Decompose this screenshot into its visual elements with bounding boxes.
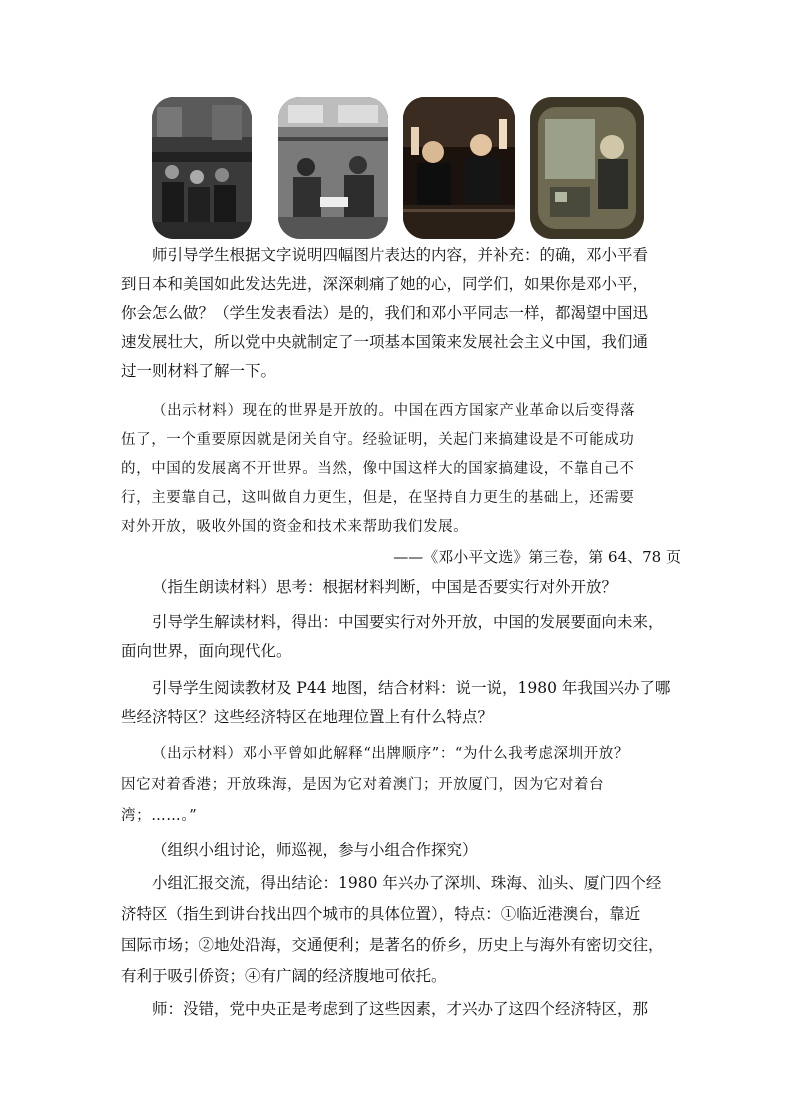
photo-waving-leaders-icon	[403, 97, 515, 239]
photo-train-ride-icon	[278, 97, 388, 239]
photo-factory-tour-icon	[152, 97, 252, 239]
paragraph-line: 师引导学生根据文字说明四幅图片表达的内容，并补充：的确，邓小平看	[152, 246, 649, 264]
quote-line: 行，主要靠自己，这叫做自力更生，但是，在坚持自力更生的基础上，还需要	[121, 490, 635, 506]
paragraph-line: 有利于吸引侨资；④有广阔的经济腹地可依托。	[121, 967, 447, 985]
paragraph-line: （指生朗读材料）思考：根据材料判断，中国是否要实行对外开放？	[152, 578, 618, 596]
quote-line: 伍了，一个重要原因就是闭关自守。经验证明，关起门来搞建设是不可能成功	[121, 432, 635, 448]
quote-line: 对外开放，吸收外国的资金和技术来帮助我们发展。	[121, 519, 469, 535]
paragraph-line: 你会怎么做？（学生发表看法）是的，我们和邓小平同志一样，都渴望中国迅	[121, 304, 649, 322]
paragraph-line: 速发展壮大，所以党中央就制定了一项基本国策来发展社会主义中国，我们通	[121, 333, 649, 351]
paragraph-line: 师：没错，党中央正是考虑到了这些因素，才兴办了这四个经济特区，那	[152, 1000, 649, 1018]
photo-train-ride	[278, 97, 388, 239]
quote-line: （出示材料）现在的世界是开放的。中国在西方国家产业革命以后变得落	[152, 403, 636, 419]
paragraph-line: （组织小组讨论，师巡视，参与小组合作探究）	[152, 841, 478, 859]
quote-line: 湾；……。”	[121, 808, 198, 824]
paragraph-line: 面向世界，面向现代化。	[121, 642, 292, 660]
photo-waving-leaders	[403, 97, 515, 239]
paragraph-line: 济特区（指生到讲台找出四个城市的具体位置），特点：①临近港澳台，靠近	[121, 905, 641, 923]
paragraph-line: 过一则材料了解一下。	[121, 362, 277, 380]
photo-factory-tour	[152, 97, 252, 239]
photo-strip	[152, 97, 644, 239]
paragraph-line: 引导学生解读材料，得出：中国要实行对外开放，中国的发展要面向未来，	[152, 613, 664, 631]
quote-line: 的，中国的发展离不开世界。当然，像中国这样大的国家搞建设，不靠自己不	[121, 461, 635, 477]
paragraph-line: 到日本和美国如此发达先进，深深刺痛了她的心，同学们，如果你是邓小平，	[121, 275, 649, 293]
photo-tv-screen	[530, 97, 644, 239]
quote-line: 因它对着香港；开放珠海，是因为它对着澳门；开放厦门，因为它对着台	[121, 777, 605, 793]
paragraph-line: 小组汇报交流，得出结论：1980 年兴办了深圳、珠海、汕头、厦门四个经	[152, 874, 662, 892]
quote-source: ——《邓小平文选》第三卷，第 64、78 页	[393, 548, 681, 566]
paragraph-line: 引导学生阅读教材及 P44 地图，结合材料：说一说，1980 年我国兴办了哪	[152, 679, 671, 697]
photo-tv-screen-icon	[530, 97, 644, 239]
paragraph-line: 些经济特区？这些经济特区在地理位置上有什么特点？	[121, 708, 494, 726]
paragraph-line: 国际市场；②地处沿海，交通便利；是著名的侨乡，历史上与海外有密切交往，	[121, 936, 664, 954]
quote-line: （出示材料）邓小平曾如此解释“出牌顺序”：“为什么我考虑深圳开放？	[152, 746, 630, 762]
